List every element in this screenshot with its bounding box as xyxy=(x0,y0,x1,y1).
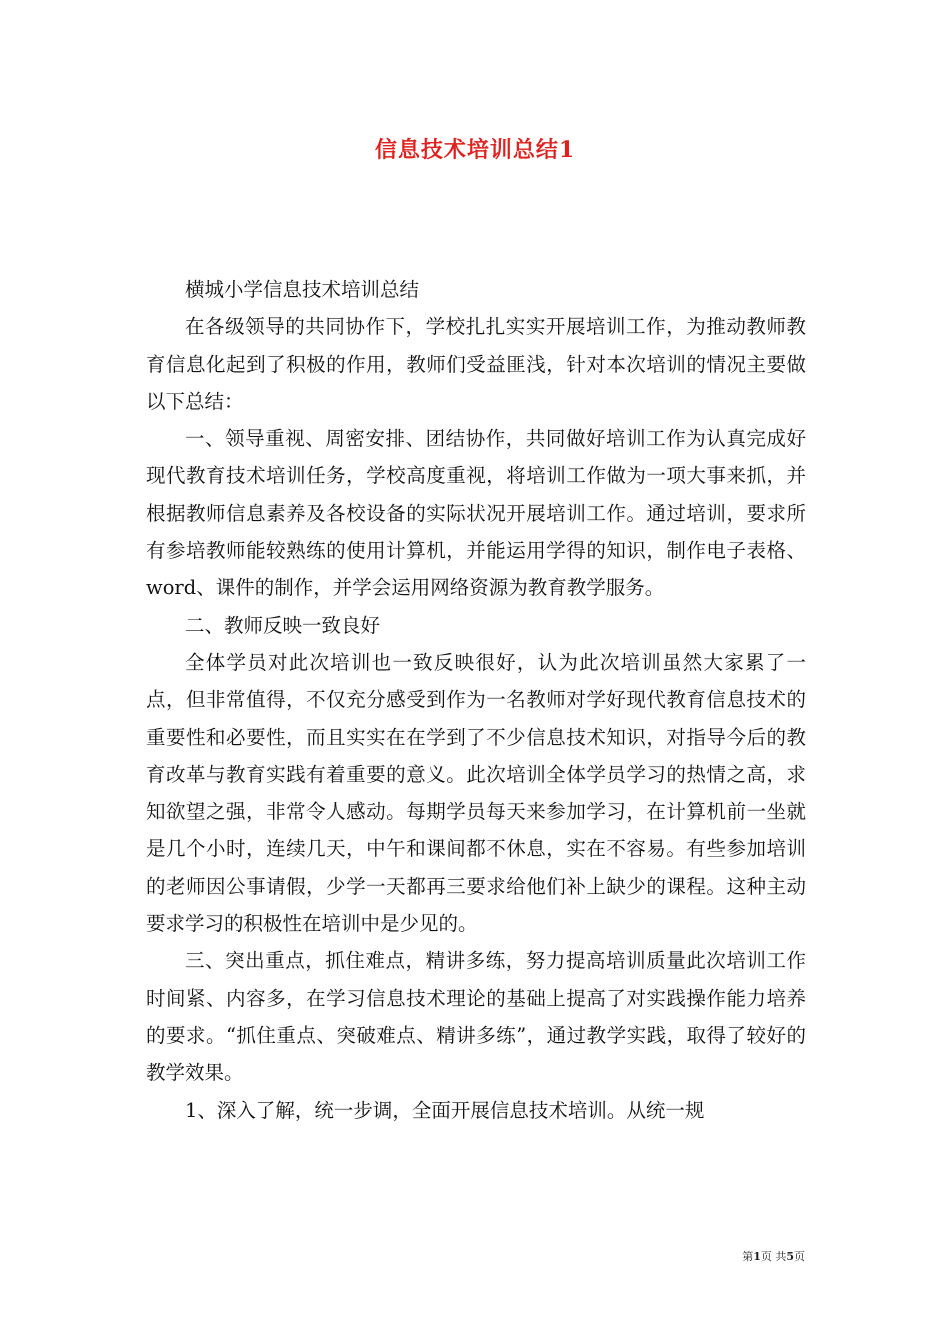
paragraph-section-2-body: 全体学员对此次培训也一致反映很好，认为此次培训虽然大家累了一点，但非常值得，不仅充分感受到作为一名教师对学好现代教育信息技术的重要性和必要性，而且实实在在学到了不少信息技术知识，对指导今后的教育改革与教育实践有着重要的意义。此次培训全体学员学习的热情之高，求知欲望之强，非常令人感动。每期学员每天来参加学习，在计算机前一坐就是几个小时，连续几天，中午和课间都不休息，实在不容易。有些参加培训的老师因公事请假，少学一天都再三要求给他们补上缺少的课程。这种主动要求学习的积极性在培训中是少见的。 xyxy=(146,650,806,936)
footer-prefix: 第 xyxy=(742,1250,754,1263)
paragraph-section-1: 一、领导重视、周密安排、团结协作，共同做好培训工作为认真完成好现代教育技术培训任务，学校高度重视，将培训工作做为一项大事来抓，并根据教师信息素养及各校设备的实际状况开展培训工作。通过培训，要求所有参培教师能较熟练的使用计算机，并能运用学得的知识，制作电子表格、word、课件的制作，并学会运用网络资源为教育教学服务。 xyxy=(146,427,806,600)
paragraph-section-2-heading: 二、教师反映一致良好 xyxy=(185,613,381,637)
paragraph-section-3: 三、突出重点，抓住难点，精讲多练，努力提高培训质量此次培训工作时间紧、内容多，在学习信息技术理论的基础上提高了对实践操作能力培养的要求。“抓住重点、突破难点、精讲多练”，通过教学实践，取得了较好的教学效果。 xyxy=(146,949,806,1085)
footer-current-page: 1 xyxy=(753,1250,761,1263)
document-title: 信息技术培训总结1 xyxy=(374,137,576,163)
document-body xyxy=(146,271,806,1129)
page-number-footer xyxy=(742,1248,805,1264)
footer-total-pages: 5 xyxy=(786,1250,794,1263)
footer-suffix: 页 xyxy=(794,1250,805,1263)
footer-middle: 页 共 xyxy=(760,1250,787,1263)
paragraph-item-1: 1、深入了解，统一步调，全面开展信息技术培训。从统一规 xyxy=(185,1098,705,1122)
paragraph-subtitle: 横城小学信息技术培训总结 xyxy=(185,278,420,301)
paragraph-intro: 在各级领导的共同协作下，学校扎扎实实开展培训工作，为推动教师教育信息化起到了积极的作用，教师们受益匪浅，针对本次培训的情况主要做以下总结： xyxy=(146,315,806,413)
